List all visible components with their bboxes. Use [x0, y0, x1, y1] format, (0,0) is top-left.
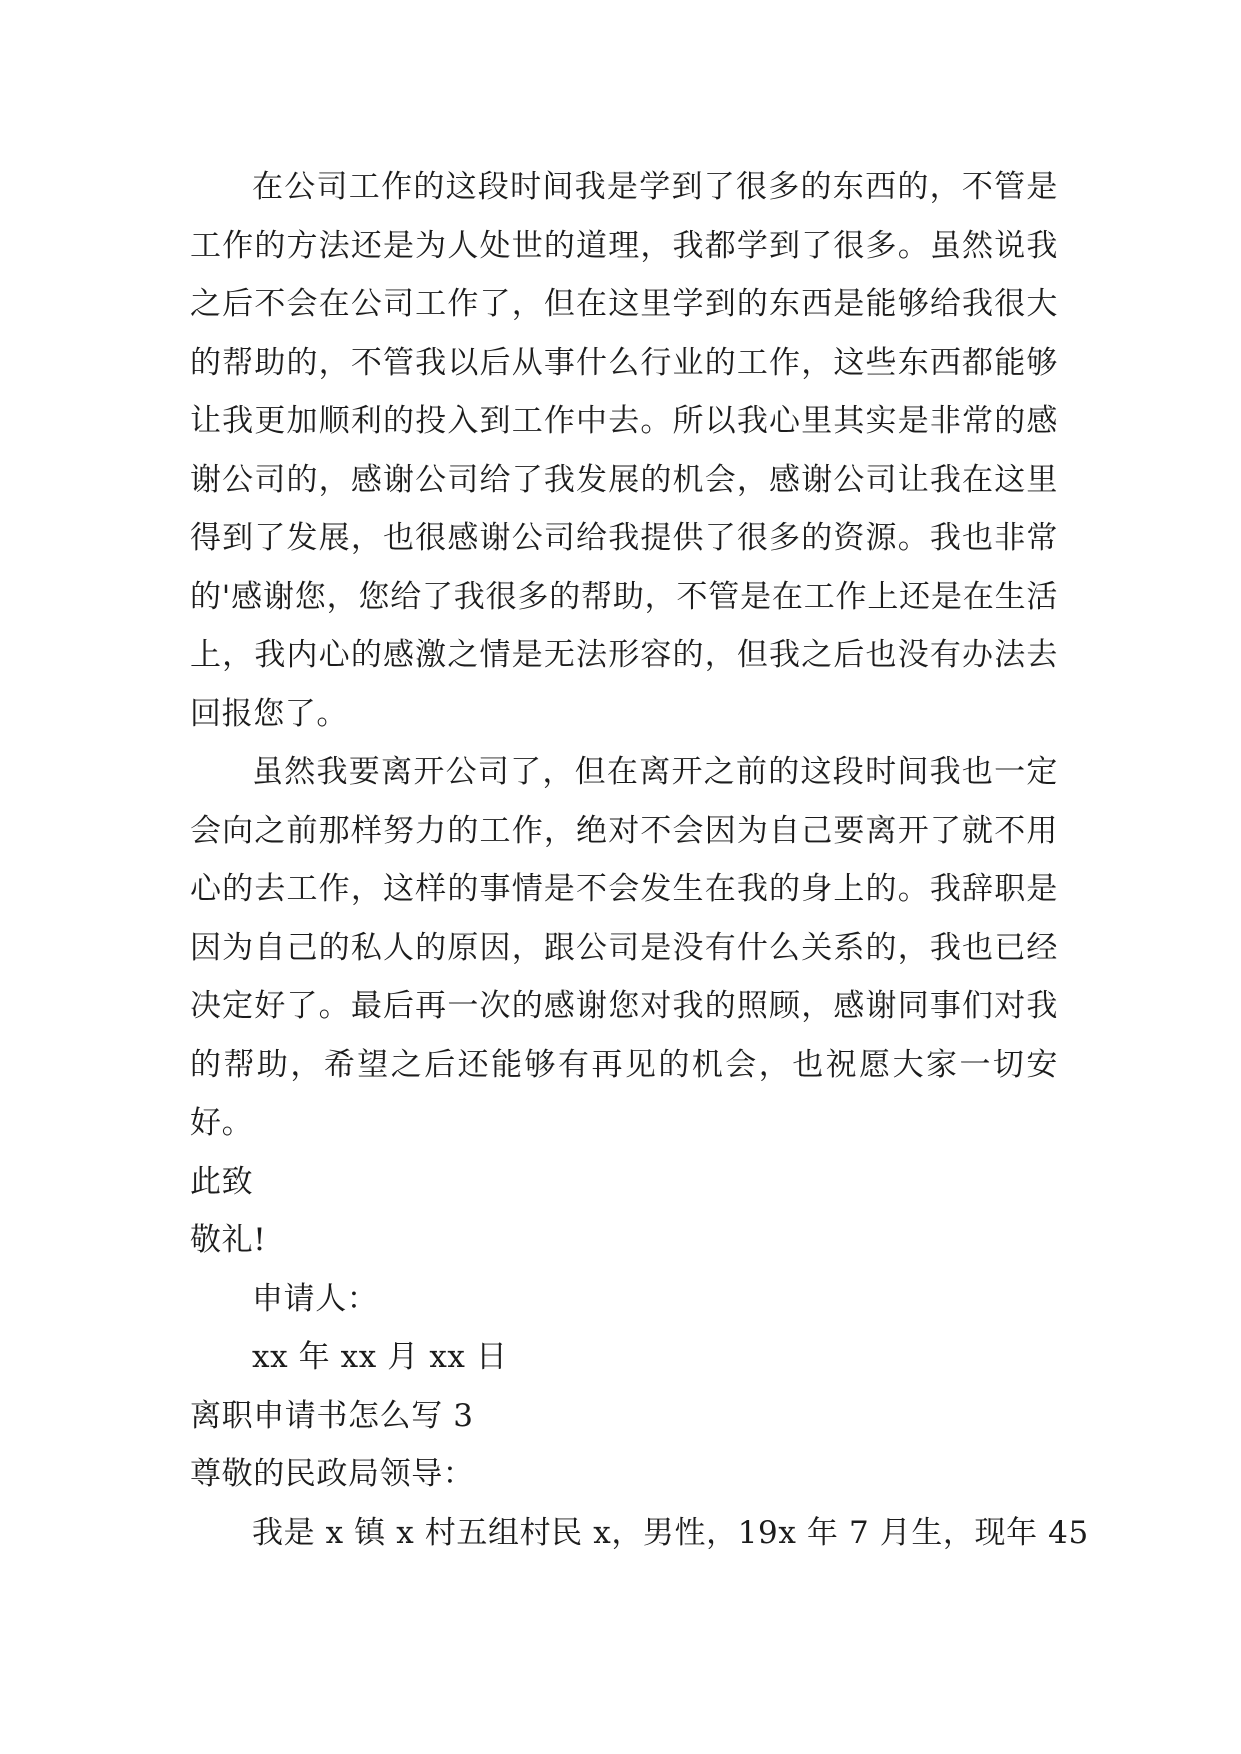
body-paragraph-gratitude: 在公司工作的这段时间我是学到了很多的东西的，不管是工作的方法还是为人处世的道理，我都学到了很多。虽然说我之后不会在公司工作了，但在这里学到的东西是能够给我很大的帮助的，不管我以后从事什么行业的工作，这些东西都能够让我更加顺利的投入到工作中去。所以我心里其实是非常的感谢公司的，感谢公司给了我发展的机会，感谢公司让我在这里得到了发展，也很感谢公司给我提供了很多的资源。我也非常的'感谢您，您给了我很多的帮助，不管是在工作上还是在生活上，我内心的感激之情是无法形容的，但我之后也没有办法去回报您了。 — [190, 169, 1058, 732]
applicant-label: 申请人： — [252, 1280, 379, 1317]
body-paragraph-resignation: 虽然我要离开公司了，但在离开之前的这段时间我也一定会向之前那样努力的工作，绝对不会因为自己要离开了就不用心的去工作，这样的事情是不会发生在我的身上的。我辞职是因为自己的私人的原因，跟公司是没有什么关系的，我也已经决定好了。最后再一次的感谢您对我的照顾，感谢同事们对我的帮助，希望之后还能够有再见的机会，也祝愿大家一切安好。 — [190, 754, 1058, 1141]
body-paragraph-intro: 我是 x 镇 x 村五组村民 x，男性，19x 年 7 月生，现年 45 — [252, 1514, 1089, 1551]
closing-line-2: 敬礼! — [190, 1222, 267, 1258]
closing-line-1: 此致 — [190, 1163, 254, 1200]
document-body — [190, 158, 1089, 1562]
salutation-line: 尊敬的民政局领导： — [190, 1456, 475, 1492]
date-line: xx 年 xx 月 xx 日 — [252, 1339, 508, 1375]
section-title: 离职申请书怎么写 3 — [190, 1397, 474, 1434]
